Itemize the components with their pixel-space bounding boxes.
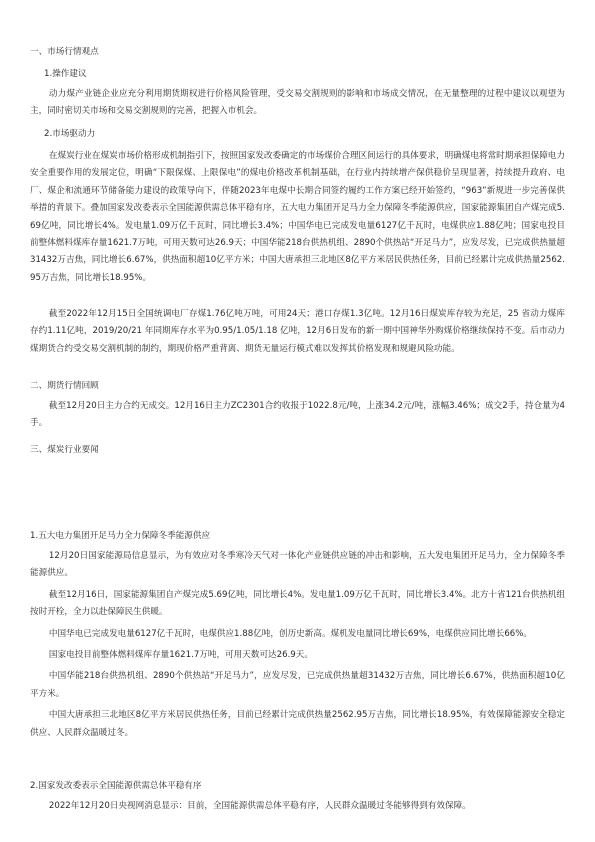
section-heading-market-view: 一、市场行情观点 — [30, 47, 99, 57]
news-2-block — [30, 798, 565, 815]
market-drivers-paragraph-1: 在煤炭行业在煤炭市场价格形成机制指引下，按照国家发改委确定的市场煤价合理区间运行的具体要求，明确煤电将常时期承担保障电力安全重要作用的发展定位，明确“下限保煤、上限保电”的煤电价格改革机制基础，在行业内持续增产保供稳价呈现显著，持续提升政府、电厂、煤企和流通环节储备能力建设的政策导向下，伴随2023年电煤中长期合同签约履约工作方案已经开始签约，“963”新规进一步完善保供举措的背景下。叠加国家发改委表示全国能源供需总体平稳有序，五大电力集团开足马力全力保障冬季能源供应，国家能源集团自产煤完成5.69亿吨，同比增长4%。发电量1.09万亿千瓦时，同比增长3.4%；中国华电已完成发电量6127亿千瓦时，电煤供应1.88亿吨；国家电投目前整体燃料煤库存量1621.7万吨，可用天数可达26.9天；中国华能218台供热机组、2890个供热站“开足马力”，应发尽发，已完成供热量超31432万吉焦，同比增长6.67%，供热面积超10亿平方米；中国大唐承担三北地区8亿平方米居民供热任务，目前已经累计完成供热量2562.95万吉焦，同比增长18.95%。 — [30, 151, 565, 283]
market-drivers-paragraph-2: 截至2022年12月15日全国统调电厂存煤1.76亿吨万吨，可用24天；港口存煤1.3亿吨。12月16日煤炭库存较为充足，25 省动力煤库存约1.11亿吨，2019/20/21 年同期库存水平为0.95/1.05/1.18 亿吨，12月6日发布的新一期中国神华外购煤价格继续保持不变。后市动力煤期货合约受交易交割机制的制约，期现价格严重背离、期货无量运行模式难以发挥其价格发现和规避风险功能。 — [30, 309, 565, 354]
news-1-paragraph-4: 国家电投目前整体燃料煤库存量1621.7万吨，可用天数可达26.9天。 — [48, 650, 313, 661]
market-drivers-block — [30, 148, 565, 287]
operation-advice-block — [30, 86, 565, 121]
section-heading-industry-news: 三、煤炭行业要闻 — [30, 445, 99, 455]
market-drivers-block-2 — [30, 306, 565, 358]
news-1-paragraph-6: 中国大唐承担三北地区8亿平方米居民供热任务，目前已经累计完成供热量2562.95万吉焦，同比增长18.95%，有效保障能源安全稳定供应、人民群众温暖过冬。 — [30, 710, 565, 738]
news-1-paragraph-2: 截至12月16日，国家能源集团自产煤完成5.69亿吨，同比增长4%。发电量1.09万亿千瓦时，同比增长3.4%。北方十省121台供热机组按时开栓，全力以赴保障民生供暖。 — [30, 589, 565, 618]
futures-review-text: 截至12月20日主力合约无成交。12月16日主力ZC2301合约收报于1022.8元/吨，上涨34.2元/吨，涨幅3.46%；成交2手，持仓量为4手。 — [30, 401, 565, 429]
news-1-paragraph-5: 中国华能218台供热机组、2890个供热站“开足马力”，应发尽发，已完成供热量超31432万吉焦，同比增长6.67%，供热面积超10亿平方米。 — [30, 671, 565, 699]
futures-review-block — [30, 398, 565, 433]
news-1-block — [30, 548, 565, 742]
news-title-1: 1.五大电力集团开足马力全力保障冬季能源供应 — [30, 531, 211, 541]
subheading-operation-advice: 1.操作建议 — [44, 69, 87, 79]
operation-advice-text: 动力煤产业链企业应充分利用期货期权进行价格风险管理，受交易交割规则的影响和市场成交情况，在无量整理的过程中建议以观望为主，同时密切关市场和交易交割规则的完善，把握入市机会。 — [30, 89, 565, 117]
news-2-paragraph-1: 2022年12月20日央视网消息显示：目前，全国能源供需总体平稳有序，人民群众温暖过冬能够得到有效保障。 — [48, 801, 471, 811]
section-heading-futures-review: 二、期货行情回顾 — [30, 381, 99, 391]
news-1-paragraph-3: 中国华电已完成发电量6127亿千瓦时，电煤供应1.88亿吨，创历史新高。煤机发电量同比增长69%，电煤供应同比增长66%。 — [48, 628, 533, 639]
news-title-2: 2.国家发改委表示全国能源供需总体平稳有序 — [30, 781, 202, 791]
subheading-market-drivers: 2.市场驱动力 — [44, 129, 96, 139]
news-1-paragraph-1: 12月20日国家能源局信息显示，为有效应对冬季寒冷天气对一体化产业链供应链的冲击和影响，五大发电集团开足马力，全力保障冬季能源供应。 — [30, 551, 565, 579]
